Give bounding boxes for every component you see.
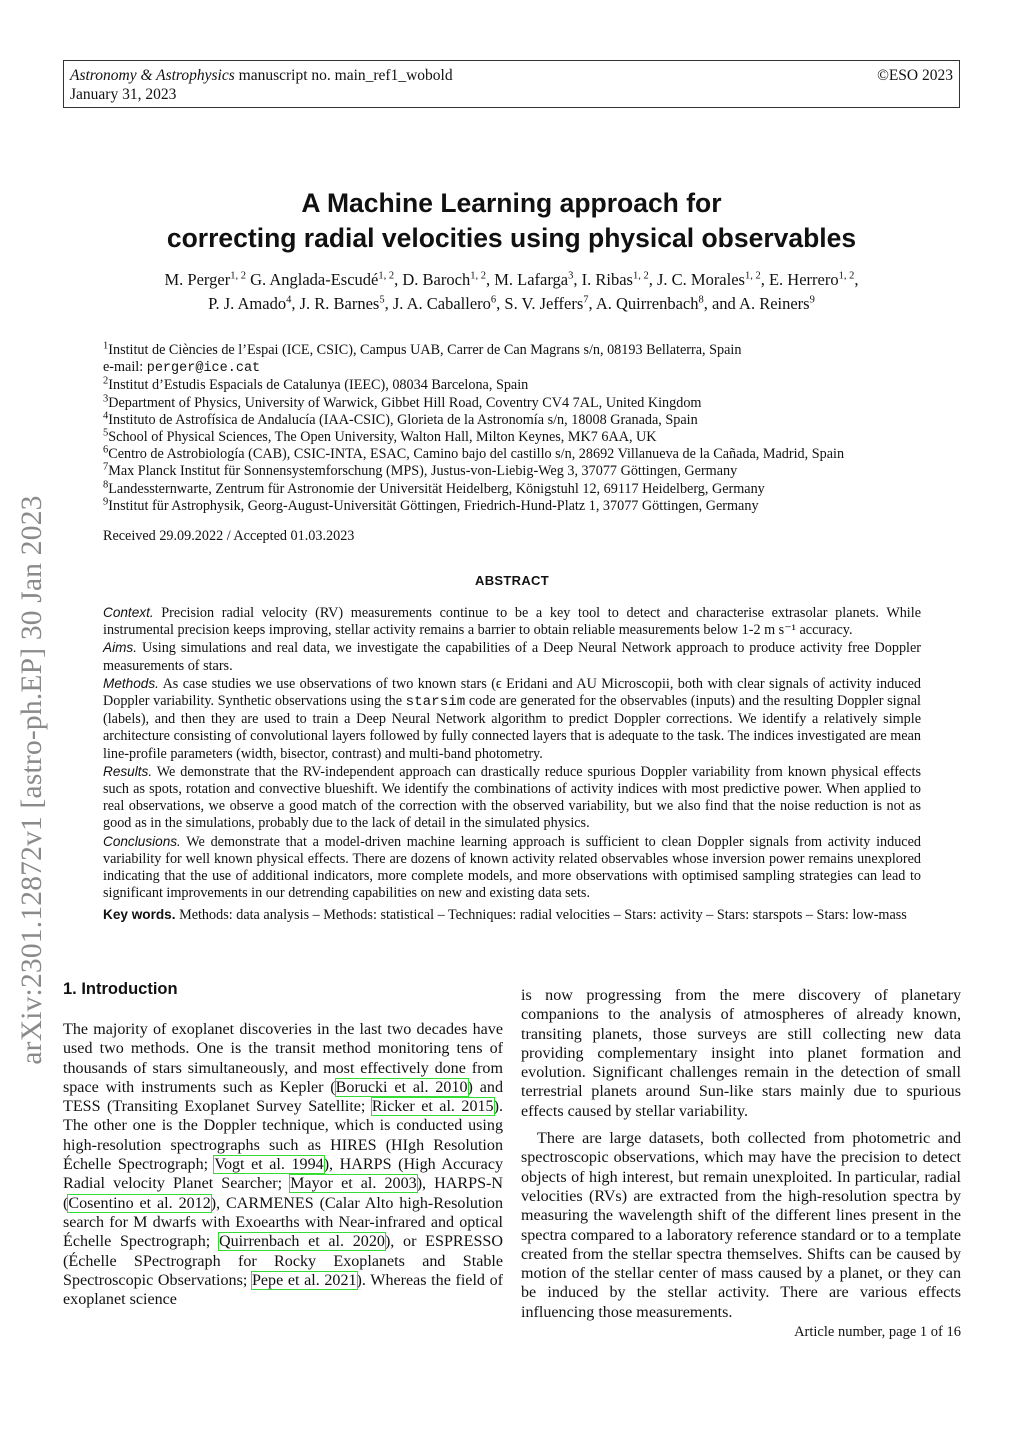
author: A. Quirrenbach [595, 294, 699, 313]
text-run: ). The other one is the Doppler technique, which is conducted using high-resolution spectrographs such as HIRES (HIgh Resolution Échelle Spectrograph; [63, 1098, 503, 1174]
affil-num: 5 [103, 427, 109, 439]
author-affil: 9 [809, 294, 815, 306]
arxiv-stamp[interactable]: arXiv:2301.12872v1 [astro-ph.EP] 30 Jan 2023 [16, 495, 48, 1065]
author: A. Reiners [739, 294, 810, 313]
methods-label: Methods. [103, 675, 159, 691]
citation-link[interactable]: Quirrenbach et al. 2020 [218, 1233, 385, 1251]
email-label: e-mail: [103, 359, 147, 376]
text-run: ), HARPS-N ( [63, 1175, 504, 1212]
author-line-2: P. J. Amado$^4$, J. R. Barnes$^5$, J. A. Caballero$^6$, S. V. Jeffers$^7$, A. Quirrenbach$^8$, and A. Reiners$^9$ [208, 294, 815, 313]
text-run: ), or ESPRESSO (Échelle SPectrograph for Rocky Exoplanets and Stable Spectroscopic Observations; [63, 1233, 503, 1289]
affil-text: Institut d’Estudis Espacials de Catalunya (IEEC), 08034 Barcelona, Spain [108, 377, 529, 394]
citation-link[interactable]: Vogt et al. 1994 [214, 1156, 324, 1174]
affil-text: School of Physical Sciences, The Open University, Walton Hall, Milton Keynes, MK7 6AA, UK [108, 429, 657, 446]
affiliation-8 [103, 478, 933, 498]
results-text: We demonstrate that the RV-independent approach can drastically reduce spurious Doppler variability from known physical effects such as spots, rotation and convective blueshift. We identify the combinations of activity indices with most predictive power. When applied to real observations, we observe a good match of the correction with the observed variability, but we also find that the noise reduction is not as good as in the simulations, probably due to the lack of detail in the simulated physics. [103, 763, 921, 832]
affil-text: Instituto de Astrofísica de Andalucía (IAA-CSIC), Glorieta de la Astronomía s/n, 18008 Granada, Spain [108, 411, 698, 428]
author: E. Herrero [768, 270, 839, 289]
intro-left-column [63, 1020, 503, 1309]
affil-text: Department of Physics, University of Warwick, Gibbet Hill Road, Coventry CV4 7AL, United Kingdom [108, 394, 702, 411]
affiliation-7 [103, 463, 933, 480]
email-line [103, 359, 933, 377]
abstract-aims [103, 639, 921, 674]
author-affil: 1, 2 [744, 270, 761, 282]
affiliation-6 [103, 446, 933, 463]
journal-header [63, 60, 960, 108]
methods-text: As case studies we use observations of two known stars (ϵ Eridani and AU Microscopii, both with clear signals of activity induced Doppler variability. Synthetic observations using the [103, 675, 921, 710]
affil-text: Centro de Astrobiología (CAB), CSIC-INTA, ESAC, Camino bajo del castillo s/n, 28692 Villanueva de la Cañada, Madrid, Spain [108, 446, 845, 463]
received-date: Received 29.09.2022 / Accepted 01.03.2023 [103, 528, 355, 544]
affil-text: Max Planck Institut für Sonnensystemforschung (MPS), Justus-von-Liebig-Weg 3, 37077 Göttingen, Germany [108, 463, 738, 480]
manuscript-line [70, 66, 953, 85]
author-affil: 4 [286, 294, 292, 306]
text-run: ), CARMENES (Calar Alto high-Resolution search for M dwarfs with Exoearths with Near-infrared and optical Échelle Spectrograph; [63, 1194, 504, 1251]
affil-num: 7 [103, 461, 109, 473]
author: I. Ribas [581, 270, 633, 289]
text-run: ). Whereas the field of exoplanet science [63, 1271, 503, 1309]
author-affil: 6 [490, 294, 497, 306]
author-affil: 1, 2 [230, 270, 246, 282]
author: G. Anglada-Escudé [250, 270, 379, 289]
citation-link[interactable]: Cosentino et al. 2012 [68, 1194, 211, 1212]
citation-link[interactable]: Mayor et al. 2003 [290, 1175, 417, 1193]
author: S. V. Jeffers [504, 294, 584, 313]
affil-num: 1 [103, 340, 109, 352]
context-label: Context. [103, 605, 154, 620]
author: M. Perger [164, 270, 231, 289]
journal-name: Astronomy & Astrophysics [70, 67, 235, 84]
affiliation-9 [103, 498, 933, 515]
abstract-methods [103, 675, 921, 763]
text-run: ), HARPS (High Accuracy Radial velocity Planet Searcher; [63, 1156, 504, 1193]
affiliation-5 [103, 429, 933, 446]
affil-num: 4 [103, 410, 109, 422]
intro-paragraph-1 [63, 1020, 503, 1309]
abstract-conclusions [103, 833, 921, 903]
paper-title [63, 186, 960, 256]
aims-label: Aims. [103, 640, 137, 656]
manuscript-id: manuscript no. main_ref1_wobold [238, 67, 453, 84]
author-line-1: M. Perger$^{1, 2}$ G. Anglada-Escudé$^{1, 2}$, D. Baroch$^{1, 2}$, M. Lafarga$^3$, I. Ribas$^{1, 2}$, J. C. Morales$^{1, 2}$, E. Herrero$^{1, 2}$, [164, 270, 859, 289]
conclusions-label: Conclusions. [103, 833, 181, 849]
citation-link[interactable]: Ricker et al. 2015 [371, 1098, 494, 1116]
author: P. J. Amado [208, 294, 287, 313]
title-line-1: A Machine Learning approach for [301, 188, 722, 218]
affiliation-2 [103, 377, 933, 394]
affil-num: 9 [103, 496, 109, 508]
copyright: ©ESO 2023 [877, 67, 953, 84]
affil-num: 2 [103, 375, 109, 387]
context-text: Precision radial velocity (RV) measurements continue to be a key tool to detect and characterise extrasolar planets. While instrumental precision keeps improving, stellar activity remains a barrier to obtain reliable measurements below 1-2 m s⁻¹ accuracy. [103, 605, 921, 639]
affiliation-1 [103, 342, 933, 359]
abstract-body [103, 604, 921, 902]
affil-num: 8 [103, 478, 109, 490]
author: M. Lafarga [494, 270, 569, 289]
author-list [63, 268, 960, 316]
affil-text: Institut de Ciències de l’Espai (ICE, CSIC), Campus UAB, Carrer de Can Magrans s/n, 08193 Bellaterra, Spain [108, 342, 742, 358]
methods-text-cont: code are generated for the observables (inputs) and the resulting Doppler signal (labels), and then they are used to train a Deep Neural Network algorithm to predict Doppler corrections. We identify a relatively simple architecture consisting of convolutional layers followed by fully connected layers that is adequate to the task. The indices investigated are mean line-profile parameters (width, bisector, contrast) and multi-band photometry. [103, 693, 921, 762]
author-affil: 7 [583, 294, 589, 306]
author-affil: 1, 2 [838, 270, 855, 282]
author-affil: 5 [379, 294, 385, 306]
keywords-label: Key words. [103, 907, 176, 922]
title-line-2: correcting radial velocities using physical observables [166, 223, 857, 253]
author-affil: 1, 2 [470, 270, 486, 282]
affil-num: 6 [103, 444, 109, 456]
keywords-text: Methods: data analysis – Methods: statistical – Techniques: radial velocities – Stars: activity – Stars: starspots – Stars: low-mass [179, 907, 907, 923]
affiliation-4 [103, 412, 933, 429]
citation-link[interactable]: Pepe et al. 2021 [251, 1271, 357, 1289]
keywords [103, 906, 921, 924]
author-affil: 8 [698, 294, 704, 306]
aims-text: Using simulations and real data, we investigate the capabilities of a Deep Neural Network approach to produce activity free Doppler measurements of stars. [103, 640, 922, 674]
affil-text: Landessternwarte, Zentrum für Astronomie der Universität Heidelberg, Königstuhl 12, 69117 Heidelberg, Germany [108, 480, 765, 497]
intro-right-column [521, 986, 961, 1322]
header-date: January 31, 2023 [70, 86, 177, 103]
author-affil: 3 [568, 270, 574, 282]
section-heading-introduction: 1. Introduction [63, 980, 178, 998]
abstract-heading: ABSTRACT [475, 573, 549, 588]
author: D. Baroch [402, 270, 471, 289]
abstract-results [103, 763, 921, 833]
intro-paragraph-1-cont: is now progressing from the mere discovery of planetary companions to the analysis of atmospheres of already known, transiting planets, those surveys are still collecting new data providing complementary insight into planet formation and evolution. Significant challenges remain in the detection of small terrestrial planets around Sun-like stars mainly due to spurious effects caused by stellar variability. [521, 987, 961, 1120]
author: J. C. Morales [656, 270, 745, 289]
affil-text: Institut für Astrophysik, Georg-August-Universität Göttingen, Friedrich-Hund-Platz 1, 37077 Göttingen, Germany [108, 497, 759, 514]
author: J. A. Caballero [392, 294, 491, 313]
results-label: Results. [103, 763, 153, 779]
text-run: The majority of exoplanet discoveries in the last two decades have used two methods. One is the transit method monitoring tens of thousands of stars simultaneously, and most effectively done from space with instruments such as Kepler ( [63, 1021, 503, 1096]
email-link[interactable]: perger@ice.cat [146, 361, 261, 377]
page-footer: Article number, page 1 of 16 [794, 1324, 961, 1340]
affiliations [103, 342, 933, 515]
text-run: ) and TESS (Transiting Exoplanet Survey Satellite; [63, 1078, 504, 1116]
author-affil: 1, 2 [378, 270, 395, 282]
citation-link[interactable]: Borucki et al. 2010 [335, 1078, 468, 1096]
affiliation-3 [103, 392, 933, 412]
conclusions-text: We demonstrate that a model-driven machine learning approach is sufficient to clean Doppler signals from activity induced variability for well known physical effects. There are dozens of known activity related observables whose inversion power remains unexplored indicating that the use of additional indicators, more complete models, and more observations with optimised sampling strategies can lead to significant improvements in our detrending capabilities on new and existing data sets. [103, 833, 921, 902]
intro-paragraph-2: There are large datasets, both collected from photometric and spectroscopic observations, which may have the precision to detect objects of high interest, but remain unexploited. In particular, radial velocities (RVs) are extracted from the high-resolution spectra by measuring the wavelength shift of the different lines present in the spectra compared to a laboratory reference standard or to a template created from the stellar spectra themselves. Shifts can be caused by motion of the stellar center of mass caused by a planet, or they can be induced by the stellar activity. There are various effects influencing those measurements. [521, 1130, 961, 1321]
code-name: starsim [405, 694, 466, 711]
affil-num: 3 [103, 392, 109, 404]
abstract-context [103, 604, 921, 639]
author: J. R. Barnes [299, 294, 380, 313]
author-affil: 1, 2 [632, 270, 649, 282]
